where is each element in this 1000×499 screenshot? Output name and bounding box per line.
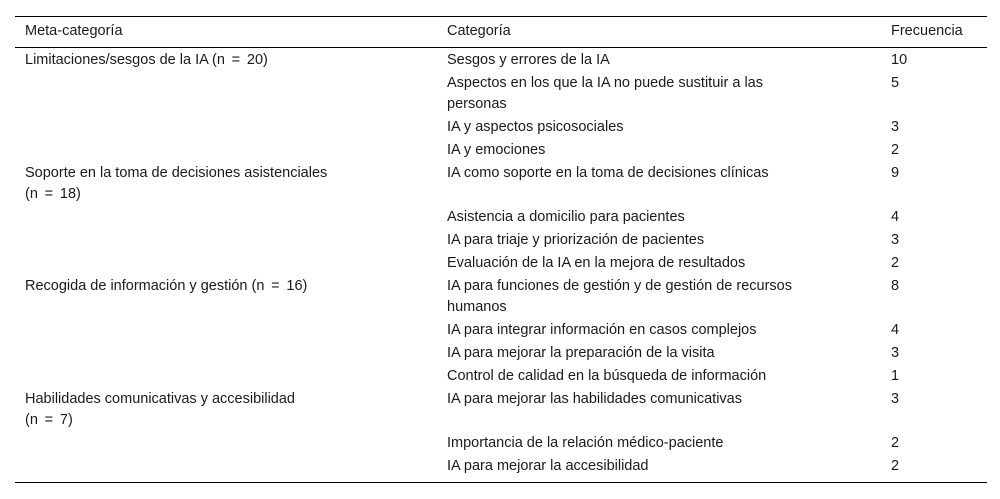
frequency-cell: 2 bbox=[891, 255, 900, 271]
frequency-cell: 2 bbox=[891, 458, 900, 474]
table-top-rule bbox=[15, 16, 987, 17]
category-cell: IA como soporte en la toma de decisiones clínicas bbox=[447, 165, 769, 181]
frequency-cell: 2 bbox=[891, 142, 900, 158]
meta-category-recogida: Recogida de información y gestión (n = 16) bbox=[25, 278, 308, 294]
category-cell: IA y aspectos psicosociales bbox=[447, 119, 624, 135]
frequency-cell: 5 bbox=[891, 75, 900, 91]
meta-category-habilidades: Habilidades comunicativas y accesibilidad (n = 7) bbox=[25, 391, 295, 428]
category-cell: Importancia de la relación médico-paciente bbox=[447, 435, 724, 451]
category-cell: Control de calidad en la búsqueda de información bbox=[447, 368, 767, 384]
frequency-cell: 4 bbox=[891, 322, 900, 338]
frequency-cell: 3 bbox=[891, 391, 900, 407]
frequency-cell: 3 bbox=[891, 345, 900, 361]
meta-category-limitaciones: Limitaciones/sesgos de la IA (n = 20) bbox=[25, 52, 268, 68]
category-cell: IA para funciones de gestión y de gestión de recursos humanos bbox=[447, 278, 792, 315]
category-cell: IA y emociones bbox=[447, 142, 546, 158]
category-cell: Aspectos en los que la IA no puede sustituir a las personas bbox=[447, 75, 763, 112]
frequency-cell: 2 bbox=[891, 435, 900, 451]
frequency-cell: 9 bbox=[891, 165, 900, 181]
frequency-cell: 10 bbox=[891, 52, 908, 68]
header-category: Categoría bbox=[447, 23, 511, 39]
frequency-cell: 3 bbox=[891, 119, 900, 135]
table-header-rule bbox=[15, 47, 987, 48]
category-cell: IA para integrar información en casos complejos bbox=[447, 322, 757, 338]
category-cell: IA para triaje y priorización de pacientes bbox=[447, 232, 705, 248]
frequency-cell: 1 bbox=[891, 368, 900, 384]
table-bottom-rule bbox=[15, 482, 987, 483]
frequency-cell: 4 bbox=[891, 209, 900, 225]
category-cell: Asistencia a domicilio para pacientes bbox=[447, 209, 685, 225]
category-cell: IA para mejorar la accesibilidad bbox=[447, 458, 649, 474]
frequency-cell: 8 bbox=[891, 278, 900, 294]
category-cell: Evaluación de la IA en la mejora de resultados bbox=[447, 255, 746, 271]
category-cell: IA para mejorar la preparación de la visita bbox=[447, 345, 715, 361]
meta-category-soporte: Soporte en la toma de decisiones asistenciales (n = 18) bbox=[25, 165, 328, 202]
header-meta-category: Meta-categoría bbox=[25, 23, 123, 39]
header-frequency: Frecuencia bbox=[891, 23, 963, 39]
category-cell: Sesgos y errores de la IA bbox=[447, 52, 610, 68]
frequency-cell: 3 bbox=[891, 232, 900, 248]
category-cell: IA para mejorar las habilidades comunicativas bbox=[447, 391, 742, 407]
